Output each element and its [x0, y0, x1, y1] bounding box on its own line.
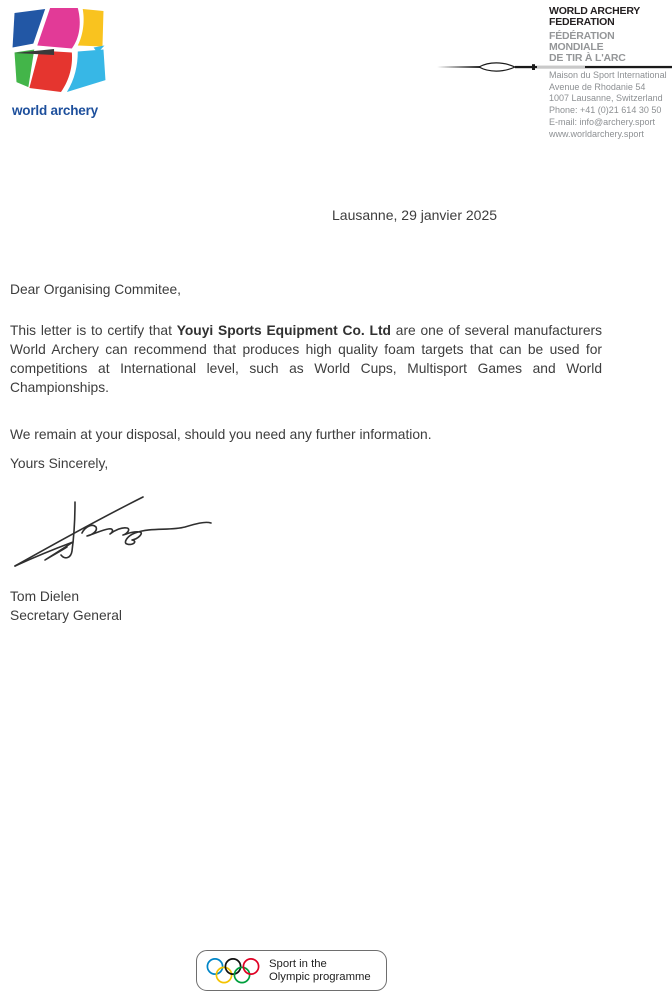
olympic-badge	[196, 950, 387, 991]
badge-text	[269, 958, 371, 984]
salutation: Dear Organising Commitee,	[10, 282, 181, 297]
signer-title: Secretary General	[10, 608, 122, 623]
address-line: Avenue de Rhodanie 54	[549, 81, 646, 92]
org-name-en-line: FEDERATION	[549, 16, 615, 28]
paragraph-text-pre: This letter is to certify that	[10, 323, 177, 338]
address-line: E-mail: info@archery.sport	[549, 116, 656, 127]
dateline: Lausanne, 29 janvier 2025	[332, 207, 498, 223]
signature-icon	[5, 486, 215, 571]
company-name-bold: Youyi Sports Equipment Co. Ltd	[176, 323, 391, 338]
olympic-rings-icon	[206, 957, 260, 985]
badge-text-line1: Sport in the	[269, 957, 327, 970]
signoff: Yours Sincerely,	[10, 456, 109, 471]
address-line: Phone: +41 (0)21 614 30 50	[549, 105, 662, 116]
logo-wordmark: world archery	[12, 103, 98, 118]
address-line: www.worldarchery.sport	[549, 128, 644, 139]
signer-name: Tom Dielen	[10, 589, 80, 604]
address-line: Maison du Sport International	[549, 70, 667, 80]
org-name-fr-line: MONDIALE	[549, 41, 604, 53]
org-name-fr-line: FÉDÉRATION	[549, 30, 615, 42]
closing-line: We remain at your disposal, should you need any further information.	[10, 427, 432, 442]
paragraph-text-post: are one of several manufacturers World Archery can recommend that produces high quality foam targets that can be used for competitions at International level, such as World Cups, Multisport Games and World Championships.	[10, 323, 603, 395]
body-paragraph	[10, 321, 602, 397]
address-line: 1007 Lausanne, Switzerland	[549, 93, 663, 104]
org-name-fr-line: DE TIR À L'ARC	[549, 52, 626, 64]
org-name-en-line: WORLD ARCHERY	[549, 5, 641, 17]
org-address	[549, 70, 667, 140]
org-names	[549, 6, 640, 64]
badge-text-line2: Olympic programme	[269, 970, 371, 983]
world-archery-emblem-icon	[12, 8, 106, 93]
world-archery-logo	[12, 8, 112, 118]
